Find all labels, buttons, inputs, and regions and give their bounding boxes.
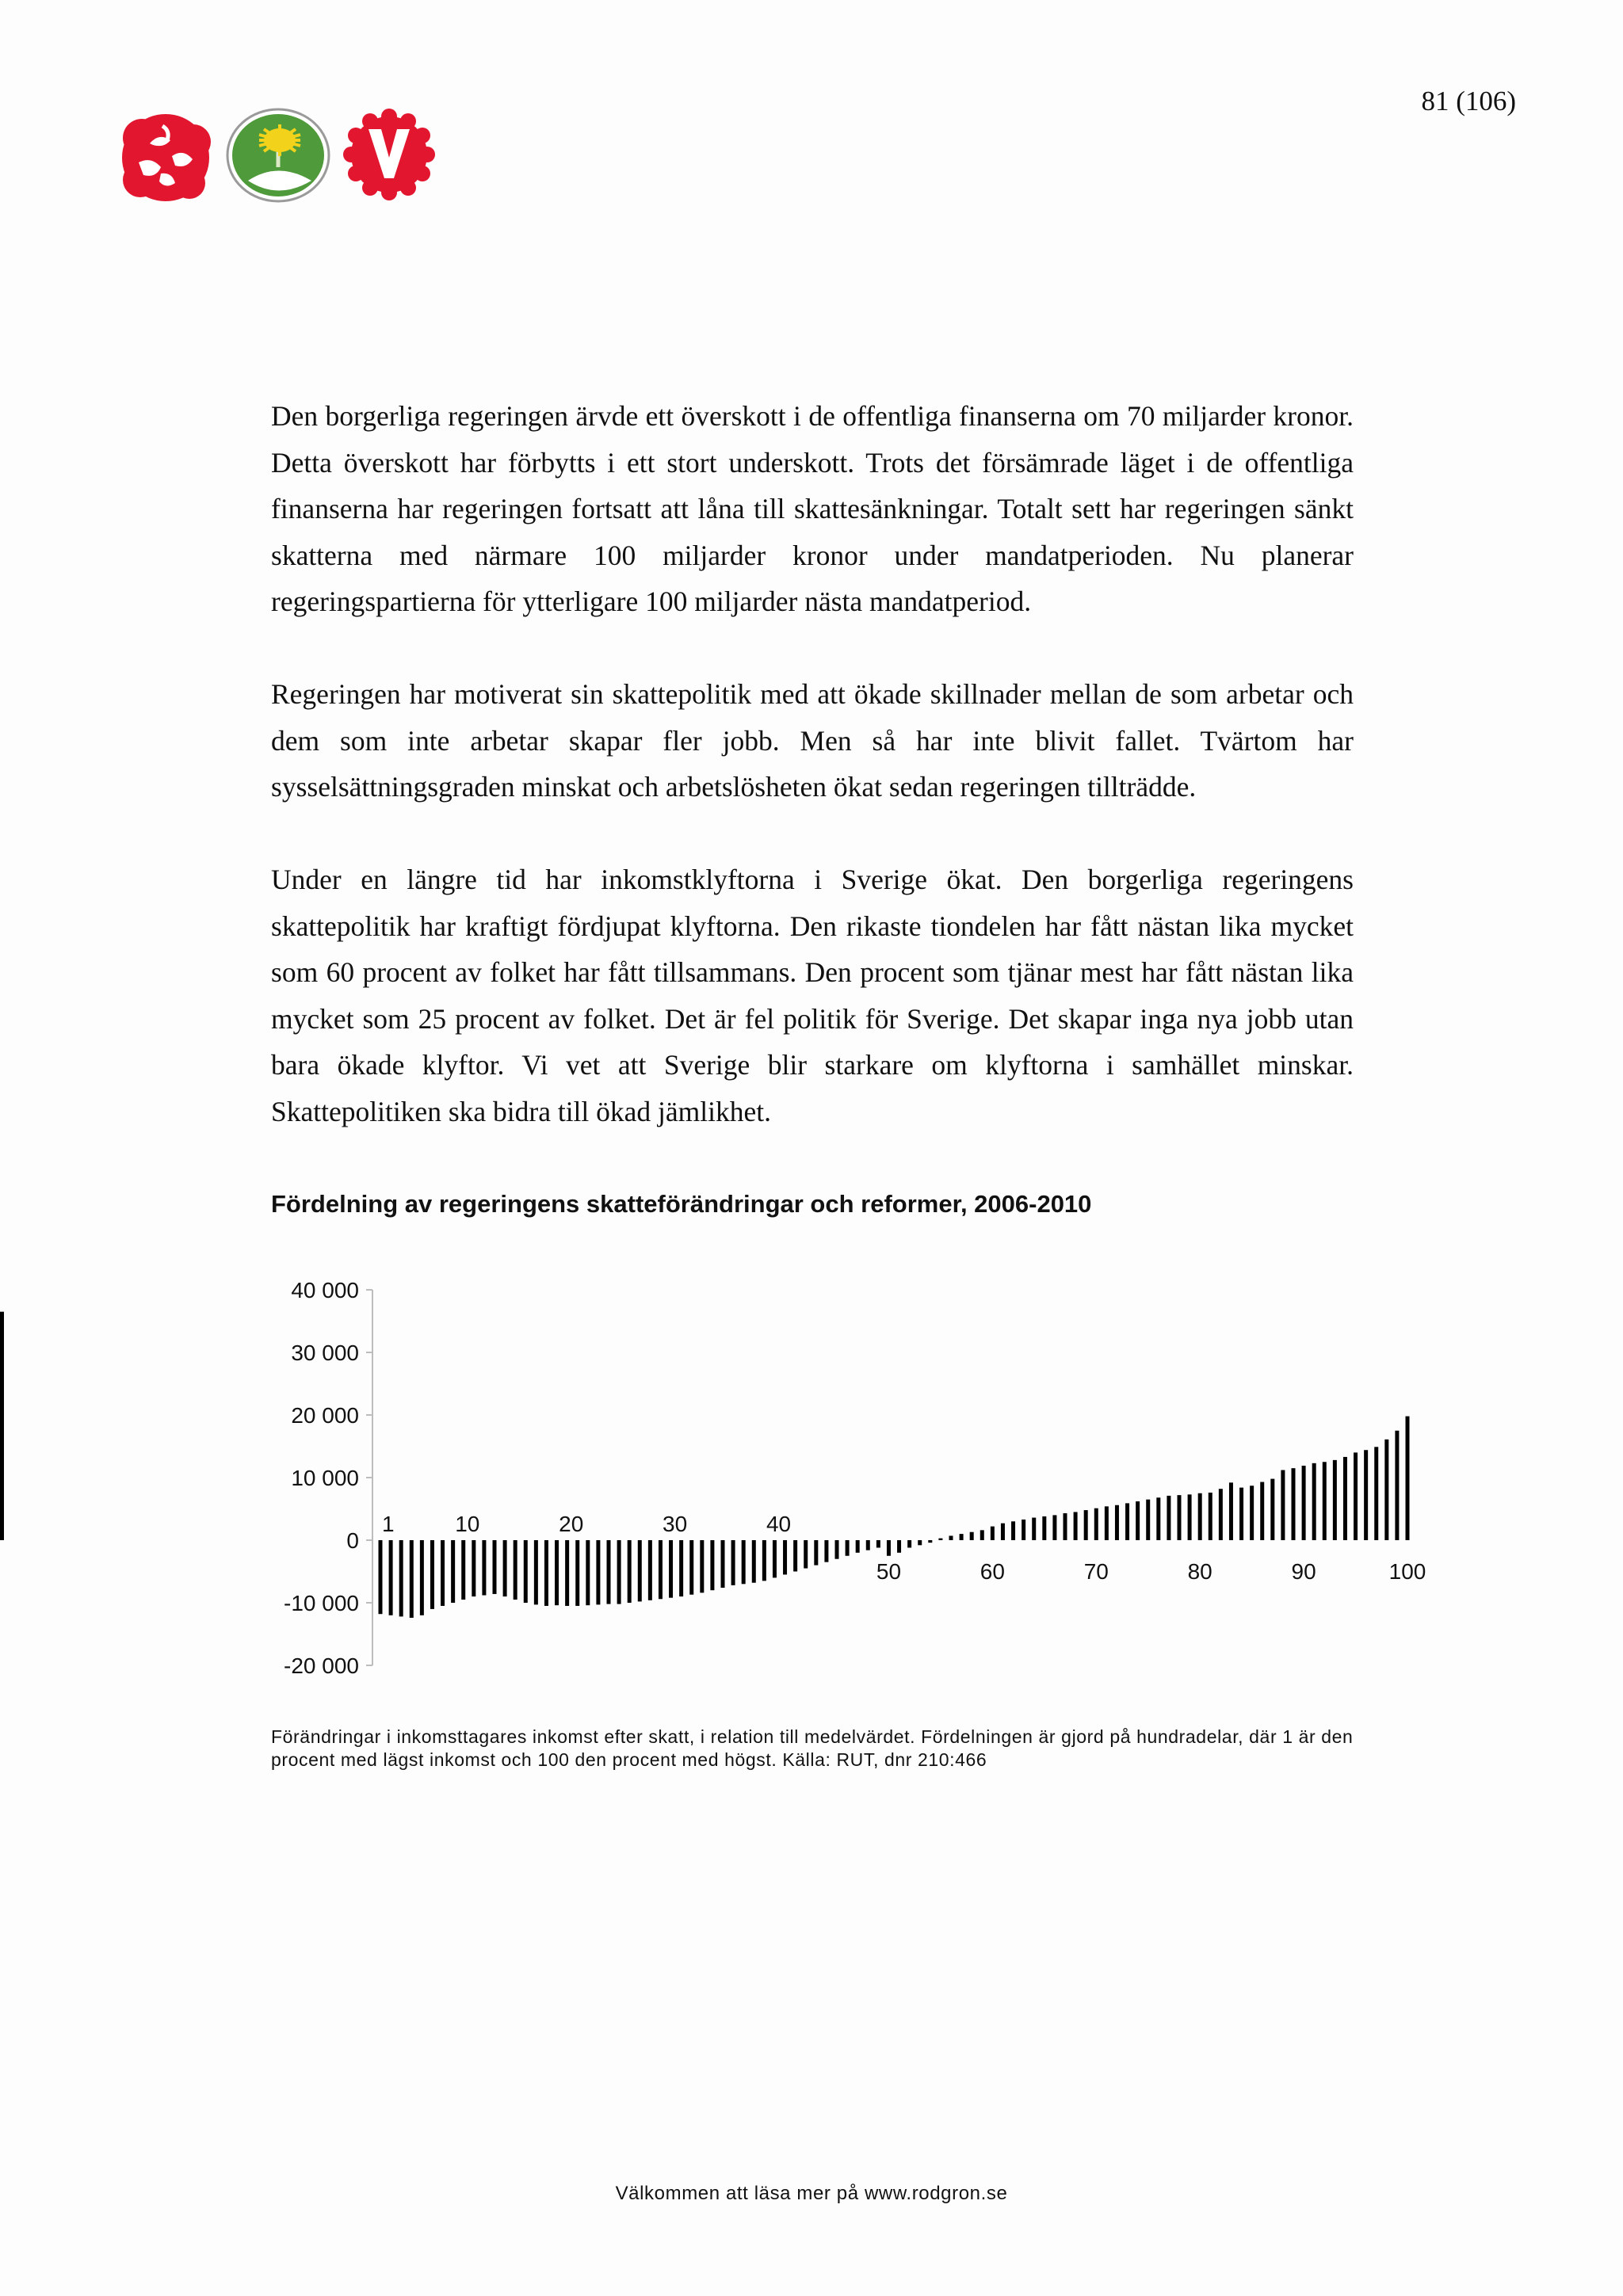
bar [1219,1489,1223,1540]
bar [783,1540,787,1574]
bar [534,1540,538,1604]
chart-title: Fördelning av regeringens skatteförändringar och reformer, 2006-2010 [271,1190,1092,1218]
bar [980,1530,984,1540]
bar [856,1540,860,1553]
bar [1146,1500,1150,1540]
bar [1001,1524,1005,1540]
y-tick-label: 10 000 [291,1466,359,1490]
bar [1292,1468,1296,1540]
bar [1064,1513,1067,1540]
bar [648,1540,652,1600]
bar [1125,1503,1129,1540]
bar [1395,1431,1399,1540]
bar [1323,1462,1327,1540]
bar [1032,1518,1036,1540]
x-tick-label: 80 [1187,1559,1212,1584]
bar [918,1540,922,1545]
bar [1302,1466,1306,1540]
bar [1094,1508,1098,1540]
bar [938,1539,942,1540]
bar [596,1540,600,1604]
bar [524,1540,528,1603]
bar [586,1540,590,1605]
paragraph: Regeringen har motiverat sin skattepolitik med att ökade skillnader mellan de som arbetar och dem som inte arbetar skapar fler jobb. Men så har inte blivit fallet. Tvärtom har sysselsättningsgraden minskat och arbetslösheten ökat sedan regeringen tillträdde. [271,678,1354,803]
bar [793,1540,797,1572]
bar [835,1540,839,1559]
bar [846,1540,850,1556]
bar [679,1540,683,1596]
bar [907,1540,911,1547]
bar [1406,1417,1410,1540]
bar [617,1540,621,1604]
bar [804,1540,808,1569]
bar [410,1540,414,1618]
bar [1136,1501,1140,1540]
bar [949,1535,953,1540]
bar [721,1540,725,1588]
bar [1374,1447,1378,1540]
bar [710,1540,714,1590]
bar [1343,1457,1347,1540]
y-tick-label: 30 000 [291,1341,359,1365]
bar [472,1540,475,1596]
bar [752,1540,756,1583]
bar [1384,1440,1388,1540]
bar [897,1540,901,1553]
paragraph: Under en längre tid har inkomstklyftorna i Sverige ökat. Den borgerliga regeringens skattepolitik har kraftigt fördjupat klyftorna. Den rikaste tiondelen har fått nästan lika mycket som 60 procent av folket har fått tillsammans. Den procent som tjänar mest har fått nästan lika mycket som 25 procent av folket. Det är fel politik för Sverige. Det skapar inga nya jobb utan bara ökade klyftor. Vi vet att Sverige blir starkare om klyftorna i samhället minskar. Skattepolitiken ska bidra till ökad jämlikhet. [271,864,1354,1127]
bar [1333,1460,1337,1540]
v-logo [342,105,437,204]
bar [1178,1495,1182,1540]
bar [1052,1515,1056,1540]
bar [887,1540,891,1556]
bar [1312,1463,1316,1540]
bar [1239,1488,1243,1540]
bar [1270,1479,1274,1540]
bar [420,1540,424,1615]
bar [1198,1493,1202,1540]
bar [1209,1493,1212,1540]
y-tick-label: -10 000 [284,1591,359,1615]
bar [1011,1521,1015,1540]
bar [731,1540,735,1585]
y-tick-label: 40 000 [291,1278,359,1302]
bar [461,1540,465,1600]
bar [628,1540,632,1603]
bar [544,1540,548,1606]
dandelion-logo [224,105,332,205]
bar [991,1527,995,1540]
bar [399,1540,403,1616]
paragraph: Den borgerliga regeringen ärvde ett överskott i de offentliga finanserna om 70 miljarder kronor. Detta överskott har förbytts i ett stort underskott. Trots det försämrade läget i de offentliga finanserna har regeringen fortsatt att låna till skattesänkningar. Totalt sett har regeringen sänkt skatterna med närmare 100 miljarder kronor under mandatperioden. Nu planerar regeringspartierna för ytterligare 100 miljarder nästa mandatperiod. [271,400,1354,617]
bar [742,1540,746,1584]
bar [876,1540,880,1547]
bar [669,1540,673,1598]
bar [441,1540,445,1606]
y-tick-label: 0 [346,1528,359,1553]
bar [1188,1494,1192,1540]
bar [575,1540,579,1606]
bar [1156,1497,1160,1540]
y-tick-label: 20 000 [291,1403,359,1428]
bar [659,1540,663,1599]
bar [1229,1482,1233,1540]
bar [1084,1510,1088,1540]
bar [1167,1496,1170,1540]
bar [1105,1506,1109,1540]
x-tick-label: 60 [980,1559,1005,1584]
x-tick-label: 70 [1083,1559,1109,1584]
bar [379,1540,383,1614]
party-logos [115,105,456,216]
page-number: 81 (106) [1421,86,1516,116]
bar [866,1540,870,1550]
x-tick-label: 30 [663,1512,688,1536]
bar [689,1540,693,1595]
bar [1260,1482,1264,1540]
bar [824,1540,828,1562]
bar [607,1540,611,1604]
bar [1115,1505,1119,1540]
x-tick-label: 20 [559,1512,584,1536]
chart-caption: Förändringar i inkomsttagares inkomst efter skatt, i relation till medelvärdet. Fördelningen är gjord på hundradelar, där 1 är den procent med lägst inkomst och 100 den procent med högst. Källa: RUT, dnr 210:466 [271,1726,1354,1770]
footer: Välkommen att läsa mer på www.rodgron.se [615,2183,1008,2204]
bar [970,1532,974,1540]
bar [1042,1516,1046,1540]
bar [814,1540,818,1566]
bar [928,1540,932,1543]
bar [451,1540,455,1603]
bar [1354,1452,1358,1540]
x-tick-label: 90 [1291,1559,1316,1584]
x-tick-label: 100 [1388,1559,1426,1584]
bar [514,1540,517,1600]
bar [700,1540,704,1592]
bar [762,1540,766,1581]
bar [1074,1512,1078,1540]
bar [960,1534,964,1540]
bar [0,1312,4,1540]
x-tick-label: 10 [455,1512,480,1536]
y-tick-label: -20 000 [284,1653,359,1678]
bar [389,1540,393,1615]
bar [565,1540,569,1606]
bar [638,1540,642,1601]
bar [555,1540,559,1605]
bar [430,1540,434,1609]
bar [1022,1520,1025,1540]
x-tick-label: 1 [382,1512,395,1536]
bar [503,1540,507,1596]
bar [493,1540,497,1594]
x-tick-label: 40 [766,1512,792,1536]
bar [482,1540,486,1596]
rose-logo [115,105,216,208]
body-text [271,393,1354,1181]
bar [1250,1486,1254,1540]
bar [1364,1450,1368,1540]
x-tick-label: 50 [876,1559,902,1584]
bar [773,1540,777,1577]
bar [1281,1470,1285,1540]
